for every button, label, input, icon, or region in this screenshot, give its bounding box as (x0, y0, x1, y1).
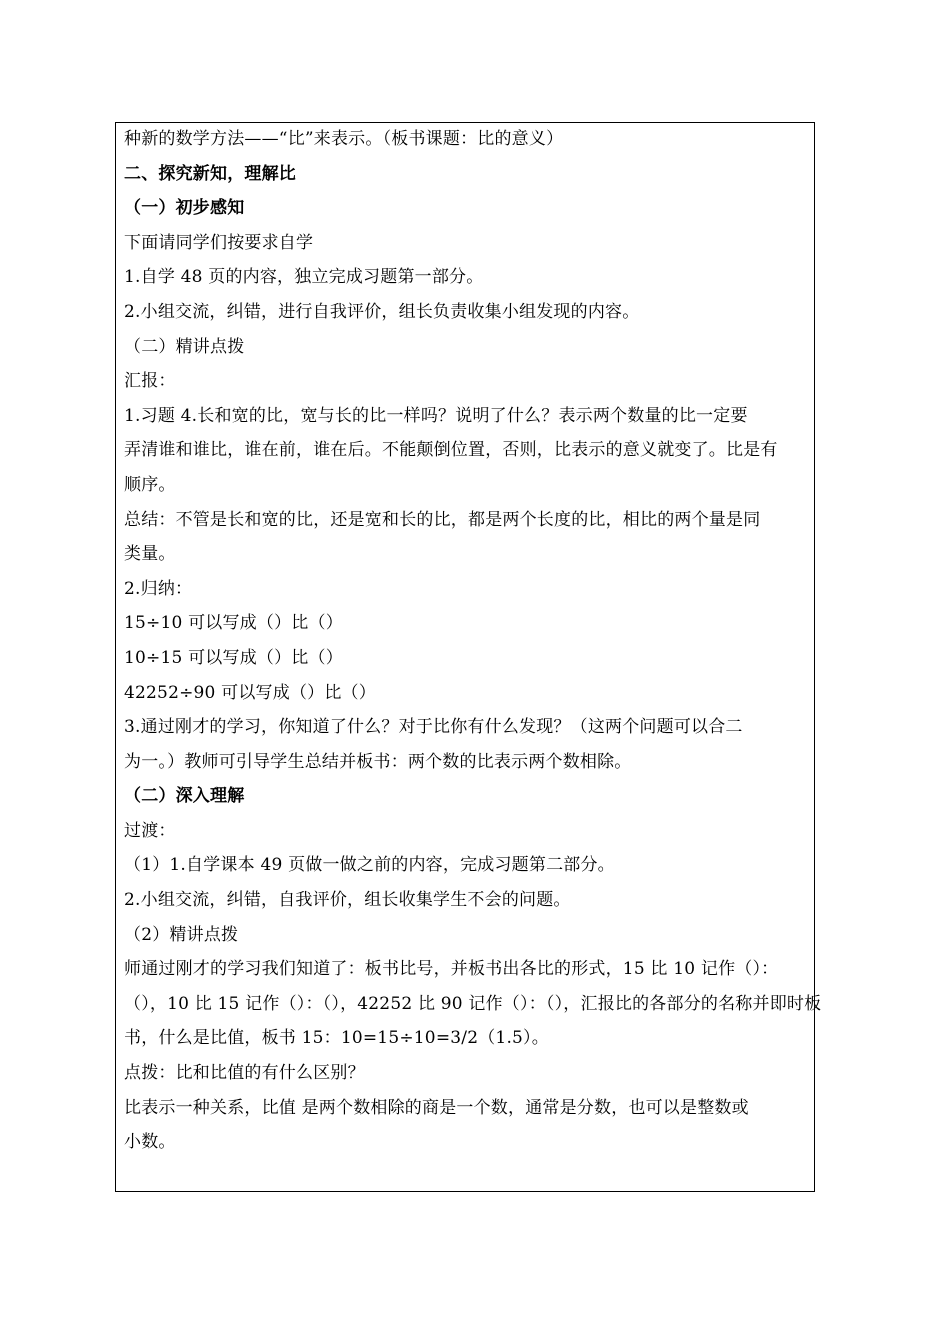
text-line: 书，什么是比值，板书 15：10=15÷10=3/2（1.5）。 (124, 1028, 549, 1049)
text-line: （2）精讲点拨 (124, 924, 239, 945)
text-line: 1.习题 4.长和宽的比，宽与长的比一样吗？说明了什么？表示两个数量的比一定要 (124, 405, 748, 426)
text-line: 总结：不管是长和宽的比，还是宽和长的比，都是两个长度的比，相比的两个量是同 (124, 509, 761, 530)
section-heading: 二、探究新知，理解比 (124, 163, 296, 184)
text-line: 42252÷90 可以写成（）比（） (124, 682, 376, 703)
text-line: 比表示一种关系，比值 是两个数相除的商是一个数，通常是分数，也可以是整数或 (124, 1097, 749, 1118)
text-line: 2.小组交流，纠错，进行自我评价，组长负责收集小组发现的内容。 (124, 301, 640, 322)
text-line: 过渡： (124, 820, 176, 841)
text-line: 为一。）教师可引导学生总结并板书：两个数的比表示两个数相除。 (124, 751, 632, 772)
text-line: 15÷10 可以写成（）比（） (124, 613, 343, 634)
text-line: 类量。 (124, 544, 176, 565)
text-line: 1.自学 48 页的内容，独立完成习题第一部分。 (124, 267, 484, 288)
text-line: 小数。 (124, 1132, 176, 1153)
text-line: 顺序。 (124, 474, 176, 495)
text-line: 种新的数学方法——“比”来表示。（板书课题：比的意义） (124, 129, 564, 149)
subsection-heading: （二）深入理解 (124, 786, 245, 807)
text-line: 点拨：比和比值的有什么区别？ (124, 1063, 365, 1084)
text-line: 下面请同学们按要求自学 (124, 232, 314, 253)
text-line: 汇报： (124, 371, 176, 392)
text-line: 3.通过刚才的学习，你知道了什么？对于比你有什么发现？（这两个问题可以合二 (124, 717, 743, 738)
text-line: 2.归纳： (124, 578, 193, 599)
text-line: 弄清谁和谁比，谁在前，谁在后。不能颠倒位置，否则，比表示的意义就变了。比是有 (124, 440, 778, 461)
text-line: 10÷15 可以写成（）比（） (124, 647, 343, 668)
subsection-heading: （二）精讲点拨 (124, 336, 245, 357)
document-body (124, 122, 822, 1160)
subsection-heading: （一）初步感知 (124, 198, 245, 219)
text-line: 师通过刚才的学习我们知道了：板书比号，并板书出各比的形式，15 比 10 记作（）： (124, 959, 779, 980)
text-line: （），10 比 15 记作（）：（），42252 比 90 记作（）：（），汇报比的各部分的名称并即时板 (124, 993, 822, 1014)
text-line: 2.小组交流，纠错，自我评价，组长收集学生不会的问题。 (124, 890, 571, 911)
text-line: （1）1.自学课本 49 页做一做之前的内容，完成习题第二部分。 (124, 855, 615, 876)
